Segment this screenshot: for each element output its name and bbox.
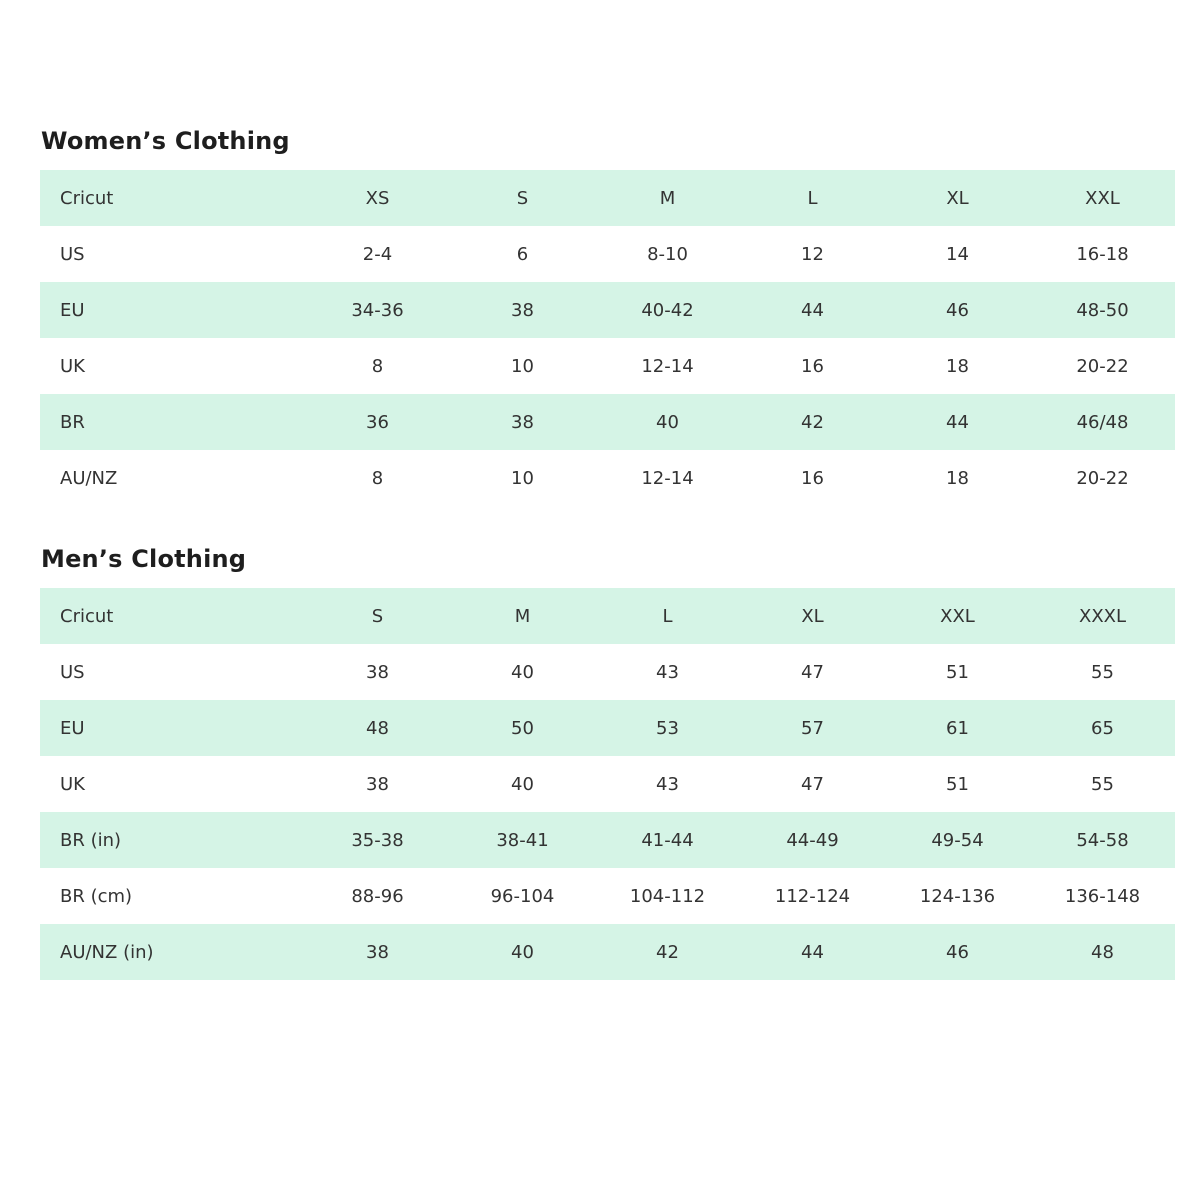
- header-cell: XXL: [1085, 187, 1120, 209]
- table-cell: 35-38: [351, 829, 404, 851]
- table-row: [40, 394, 1175, 450]
- table-row: [40, 226, 1175, 282]
- table-cell: 18: [946, 467, 969, 489]
- header-cell: M: [514, 605, 531, 627]
- table-cell: 57: [801, 717, 824, 739]
- table-cell: 46/48: [1076, 411, 1129, 433]
- table-cell: 44: [801, 299, 824, 321]
- row-label: BR (cm): [60, 885, 133, 907]
- table-cell: 61: [946, 717, 969, 739]
- table-cell: 65: [1091, 717, 1114, 739]
- table-cell: 44: [946, 411, 969, 433]
- table-cell: 38: [511, 411, 534, 433]
- table-header-row: [40, 170, 1175, 226]
- table-cell: 47: [801, 773, 824, 795]
- table-cell: 40-42: [641, 299, 694, 321]
- table-cell: 55: [1091, 773, 1114, 795]
- table-row: [40, 644, 1175, 700]
- table-cell: 47: [801, 661, 824, 683]
- table-cell: 54-58: [1076, 829, 1129, 851]
- table-cell: 51: [946, 661, 969, 683]
- table-cell: 55: [1091, 661, 1114, 683]
- table-cell: 38: [511, 299, 534, 321]
- header-cell: XXL: [940, 605, 975, 627]
- table-cell: 88-96: [351, 885, 404, 907]
- table-cell: 51: [946, 773, 969, 795]
- table-cell: 12: [801, 243, 824, 265]
- table-row: [40, 924, 1175, 980]
- table-cell: 20-22: [1076, 467, 1129, 489]
- womens-clothing-title: Women’s Clothing: [41, 127, 290, 155]
- table-cell: 8-10: [647, 243, 688, 265]
- table-cell: 38: [366, 661, 389, 683]
- header-cell: XXXL: [1078, 605, 1127, 627]
- table-row: [40, 450, 1175, 506]
- row-label: EU: [60, 299, 85, 321]
- table-row: [40, 756, 1175, 812]
- mens-size-table: [40, 588, 1175, 980]
- row-label: US: [60, 243, 85, 265]
- table-cell: 104-112: [629, 885, 706, 907]
- table-row: [40, 338, 1175, 394]
- header-cell: XL: [801, 605, 824, 627]
- table-cell: 44-49: [786, 829, 839, 851]
- row-label: BR: [60, 411, 85, 433]
- table-cell: 40: [656, 411, 679, 433]
- table-cell: 48-50: [1076, 299, 1129, 321]
- row-label: UK: [60, 773, 85, 795]
- row-label: US: [60, 661, 85, 683]
- table-cell: 53: [656, 717, 679, 739]
- row-label: BR (in): [60, 829, 122, 851]
- table-cell: 16: [801, 355, 824, 377]
- womens-size-table: [40, 170, 1175, 506]
- table-cell: 2-4: [362, 243, 393, 265]
- table-cell: 12-14: [641, 355, 694, 377]
- table-cell: 44: [801, 941, 824, 963]
- table-cell: 12-14: [641, 467, 694, 489]
- table-cell: 96-104: [490, 885, 555, 907]
- table-cell: 136-148: [1064, 885, 1141, 907]
- table-cell: 6: [516, 243, 529, 265]
- row-label: EU: [60, 717, 85, 739]
- table-cell: 38: [366, 941, 389, 963]
- table-cell: 48: [366, 717, 389, 739]
- header-cell: L: [807, 187, 818, 209]
- table-cell: 42: [656, 941, 679, 963]
- table-cell: 38-41: [496, 829, 549, 851]
- table-cell: 46: [946, 299, 969, 321]
- table-cell: 124-136: [919, 885, 996, 907]
- table-cell: 20-22: [1076, 355, 1129, 377]
- header-cell: S: [516, 187, 529, 209]
- table-cell: 34-36: [351, 299, 404, 321]
- header-cell: M: [659, 187, 676, 209]
- header-cell: XS: [365, 187, 390, 209]
- table-row: [40, 868, 1175, 924]
- table-cell: 50: [511, 717, 534, 739]
- table-cell: 40: [511, 941, 534, 963]
- table-row: [40, 700, 1175, 756]
- table-cell: 38: [366, 773, 389, 795]
- table-header-row: [40, 588, 1175, 644]
- table-cell: 10: [511, 467, 534, 489]
- row-label: AU/NZ: [60, 467, 118, 489]
- table-cell: 16-18: [1076, 243, 1129, 265]
- table-cell: 8: [371, 467, 384, 489]
- table-cell: 8: [371, 355, 384, 377]
- table-cell: 42: [801, 411, 824, 433]
- header-cell: Cricut: [60, 605, 114, 627]
- table-cell: 43: [656, 661, 679, 683]
- table-cell: 41-44: [641, 829, 694, 851]
- table-cell: 112-124: [774, 885, 851, 907]
- row-label: AU/NZ (in): [60, 941, 154, 963]
- table-cell: 48: [1091, 941, 1114, 963]
- header-cell: Cricut: [60, 187, 114, 209]
- table-cell: 18: [946, 355, 969, 377]
- table-cell: 43: [656, 773, 679, 795]
- header-cell: L: [662, 605, 673, 627]
- mens-clothing-title: Men’s Clothing: [41, 545, 247, 573]
- header-cell: XL: [946, 187, 969, 209]
- table-cell: 16: [801, 467, 824, 489]
- table-cell: 46: [946, 941, 969, 963]
- table-row: [40, 812, 1175, 868]
- table-cell: 40: [511, 773, 534, 795]
- table-cell: 36: [366, 411, 389, 433]
- table-cell: 49-54: [931, 829, 984, 851]
- table-cell: 40: [511, 661, 534, 683]
- row-label: UK: [60, 355, 85, 377]
- header-cell: S: [371, 605, 384, 627]
- table-row: [40, 282, 1175, 338]
- table-cell: 10: [511, 355, 534, 377]
- table-cell: 14: [946, 243, 969, 265]
